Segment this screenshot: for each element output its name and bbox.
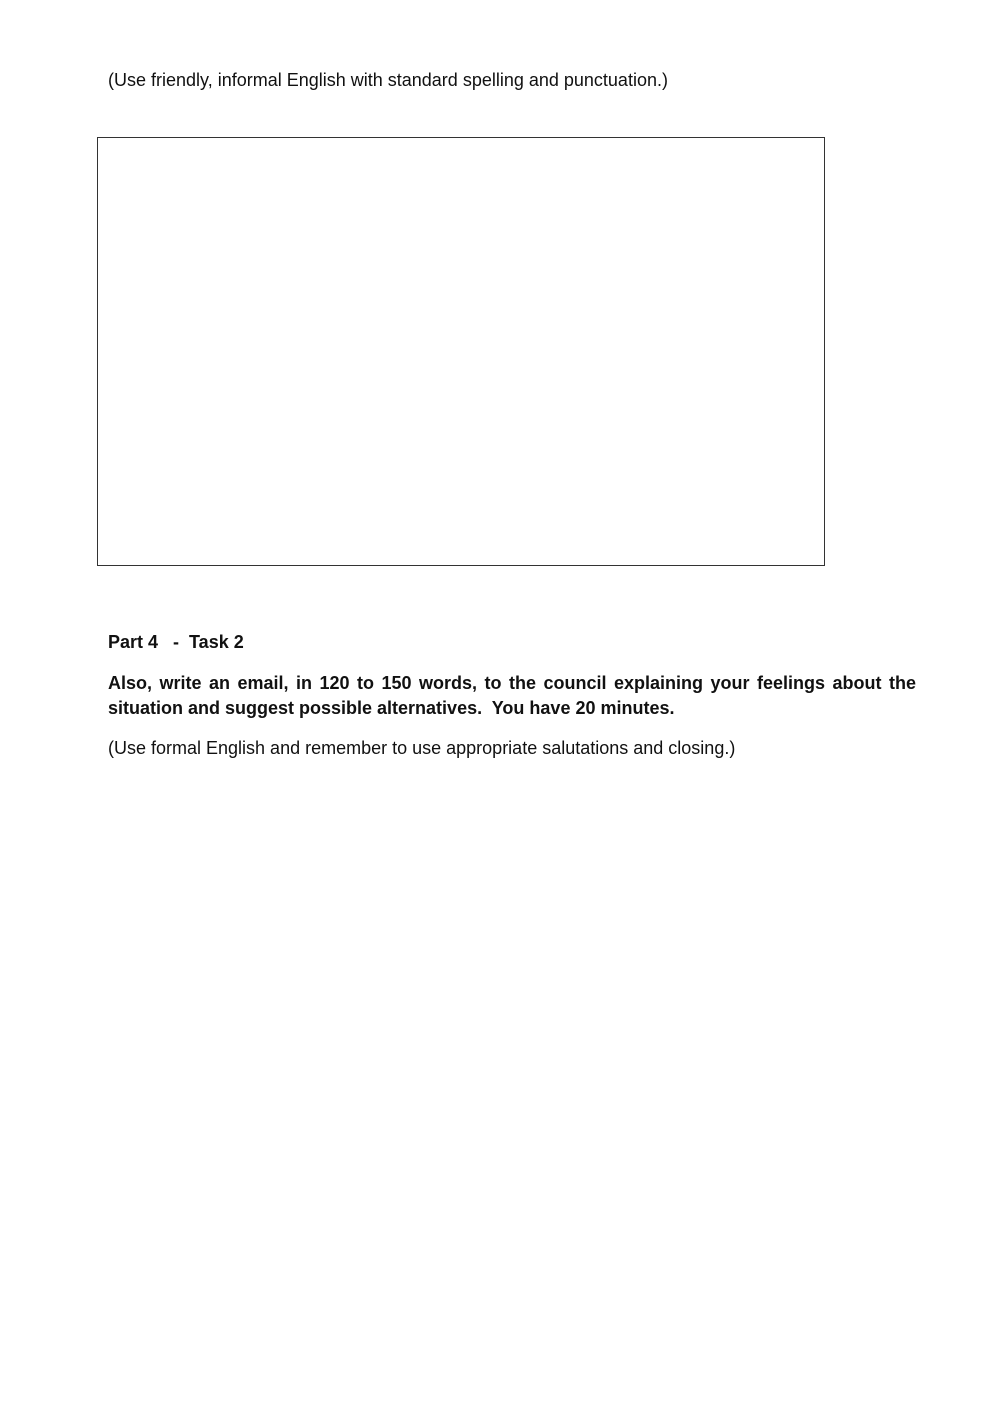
answer-text-box[interactable] [97, 137, 825, 566]
part-task-heading: Part 4 - Task 2 [108, 632, 244, 652]
formal-english-instruction: (Use formal English and remember to use appropriate salutations and closing.) [108, 738, 736, 758]
task-prompt: Also, write an email, in 120 to 150 words, to the council explaining your feelings about the situation and suggest possible alternatives. You have 20 minutes. [108, 673, 922, 718]
informal-english-instruction: (Use friendly, informal English with standard spelling and punctuation.) [108, 70, 668, 90]
